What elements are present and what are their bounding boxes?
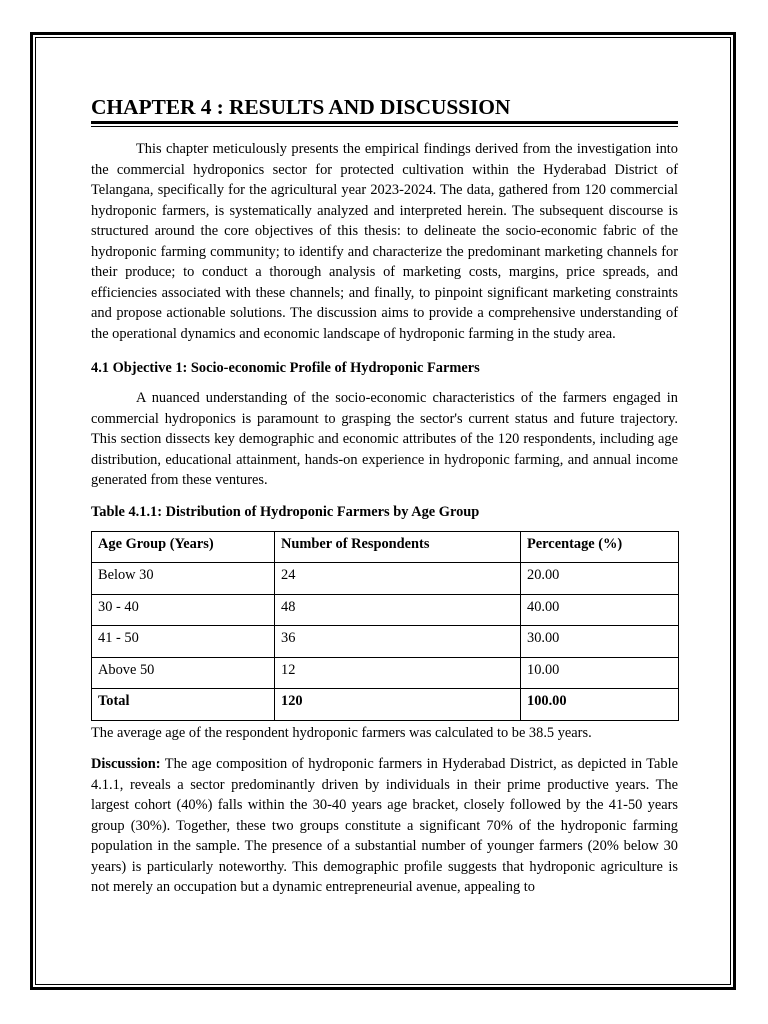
table-row — [92, 626, 679, 658]
table-caption: Table 4.1.1: Distribution of Hydroponic Farmers by Age Group — [91, 503, 480, 520]
discussion-paragraph — [91, 754, 678, 898]
table-cell: Above 50 — [92, 657, 275, 689]
table-cell: 120 — [275, 689, 521, 721]
table-row — [92, 594, 679, 626]
discussion-text: The age composition of hydroponic farmers in Hyderabad District, as depicted in Table 4.1.1, reveals a sector predominantly driven by individuals in their prime productive years. The largest cohort (40%) falls within the 30-40 years age bracket, closely followed by the 41-50 years group (30%). Together, these two groups constitute a significant 70% of the hydroponic farming population in the sample. The presence of a substantial number of younger farmers (20% below 30 years) is particularly noteworthy. This demographic profile suggests that hydroponic agriculture is not merely an occupation but a dynamic entrepreneurial avenue, appealing to — [91, 756, 678, 895]
table-header-cell: Age Group (Years) — [92, 531, 275, 563]
table-cell: 41 - 50 — [92, 626, 275, 658]
table-row — [92, 657, 679, 689]
table-cell: 36 — [275, 626, 521, 658]
table-cell: Below 30 — [92, 563, 275, 595]
table-header-row — [92, 531, 679, 563]
table-cell: 30.00 — [521, 626, 679, 658]
title-double-rule — [91, 121, 678, 127]
table-row — [92, 563, 679, 595]
table-cell: 10.00 — [521, 657, 679, 689]
table-cell: 20.00 — [521, 563, 679, 595]
section-paragraph: A nuanced understanding of the socio-economic characteristics of the farmers engaged in commercial hydroponics is paramount to grasping the sector's current status and future trajectory. This section dissects key demographic and economic attributes of the 120 respondents, including age distribution, educational attainment, hands-on experience in hydroponic farming, and annual income generated from these ventures. — [91, 390, 678, 488]
chapter-title: CHAPTER 4 : RESULTS AND DISCUSSION — [91, 95, 511, 119]
table-cell: 12 — [275, 657, 521, 689]
table-header-cell: Percentage (%) — [521, 531, 679, 563]
table-header-cell: Number of Respondents — [275, 531, 521, 563]
table-cell: 30 - 40 — [92, 594, 275, 626]
age-distribution-table — [91, 531, 679, 721]
page-content — [91, 93, 678, 898]
table-cell: Total — [92, 689, 275, 721]
section-heading: 4.1 Objective 1: Socio-economic Profile of Hydroponic Farmers — [91, 360, 480, 376]
intro-paragraph: This chapter meticulously presents the empirical findings derived from the investigation into the commercial hydroponics sector for protected cultivation within the Hyderabad District of Telangana, specifically for the agricultural year 2023-2024. The data, gathered from 120 commercial hydroponic farmers, is systematically analyzed and interpreted herein. The subsequent discourse is structured around the core objectives of this thesis: to delineate the socio-economic fabric of the hydroponic farming community; to identify and characterize the predominant marketing channels for their produce; to conduct a thorough analysis of marketing costs, margins, price spreads, and efficiencies associated with these channels; and finally, to pinpoint significant marketing constraints and propose actionable solutions. The discussion aims to provide a comprehensive understanding of the operational dynamics and economic landscape of hydroponic farming in the study area. — [91, 141, 678, 342]
discussion-label: Discussion: — [91, 756, 161, 772]
table-cell: 24 — [275, 563, 521, 595]
table-cell: 40.00 — [521, 594, 679, 626]
table-cell: 100.00 — [521, 689, 679, 721]
table-total-row — [92, 689, 679, 721]
table-cell: 48 — [275, 594, 521, 626]
average-age-note: The average age of the respondent hydroponic farmers was calculated to be 38.5 years. — [91, 724, 592, 741]
